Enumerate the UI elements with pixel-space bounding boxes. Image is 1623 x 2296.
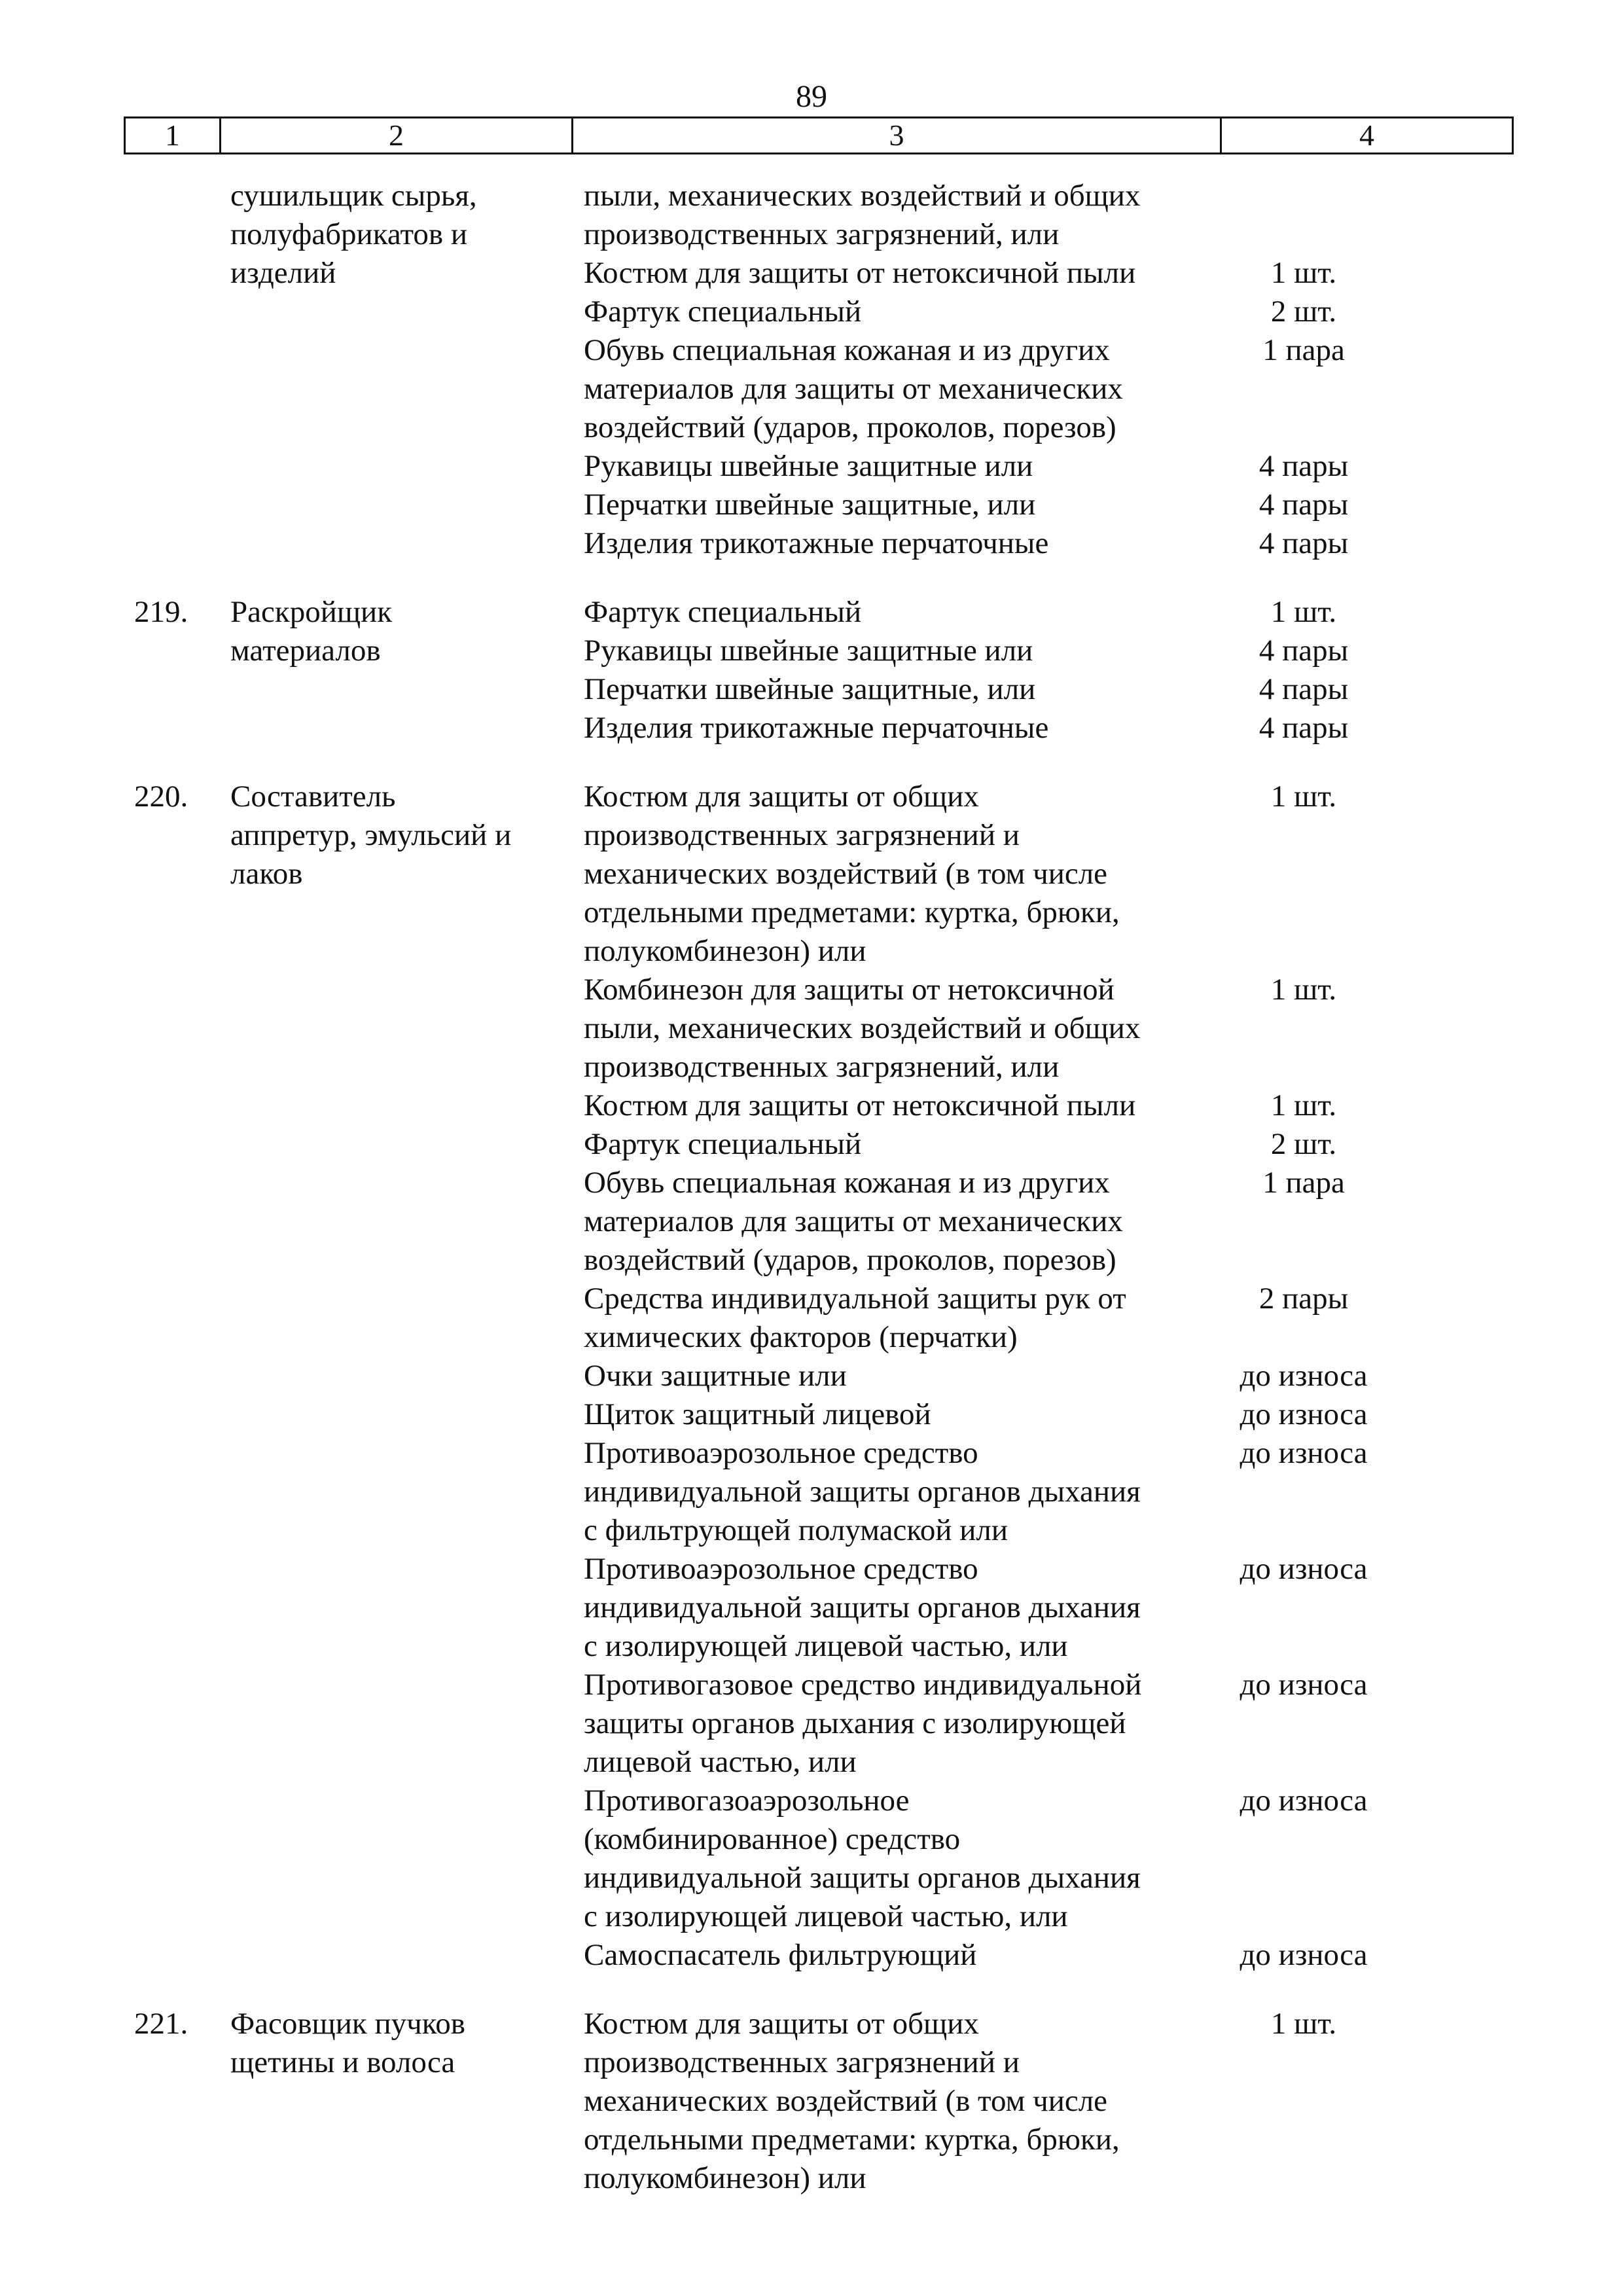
ppe-item-text: Противоаэрозольное средство [584, 1552, 978, 1586]
ppe-item-quantity: до износа [1240, 1397, 1368, 1431]
profession-name [230, 2005, 571, 2082]
ppe-item-text: производственных загрязнений, или [584, 1050, 1060, 1084]
entry-gap [0, 563, 1623, 593]
ppe-item-text: Изделия трикотажные перчаточные [584, 711, 1049, 745]
ppe-item-text: индивидуальной защиты органов дыхания [584, 1590, 1141, 1624]
ppe-item [584, 1395, 1500, 1434]
ppe-item [584, 1666, 1500, 1782]
ppe-item-quantity: 4 пары [1258, 449, 1349, 483]
ppe-item-text: Очки защитные или [584, 1359, 847, 1393]
ppe-items [584, 177, 1500, 563]
ppe-item-text: Противоаэрозольное средство [584, 1436, 978, 1470]
ppe-item-text: химических факторов (перчатки) [584, 1320, 1018, 1354]
ppe-item [584, 1434, 1500, 1550]
ppe-item-text: пыли, механических воздействий и общих [584, 1011, 1141, 1045]
ppe-item-text: Костюм для защиты от нетоксичной пыли [584, 1088, 1136, 1122]
ppe-item [584, 447, 1500, 486]
ppe-item-quantity: до износа [1240, 1436, 1368, 1470]
ppe-item-text: отдельными предметами: куртка, брюки, [584, 895, 1120, 929]
ppe-item-quantity: до износа [1240, 1552, 1368, 1586]
profession-line: Фасовщик пучков [230, 2007, 465, 2041]
ppe-item-quantity: 1 пара [1262, 1166, 1345, 1200]
table-entry [0, 593, 1623, 747]
profession-line: лаков [230, 857, 303, 891]
ppe-items [584, 593, 1500, 747]
ppe-item-text: механических воздействий (в том числе [584, 2084, 1108, 2118]
column-header-3: 3 [573, 118, 1222, 152]
ppe-item-text: Перчатки швейные защитные, или [584, 488, 1036, 522]
ppe-item [584, 2005, 1500, 2198]
ppe-item-text: индивидуальной защиты органов дыхания [584, 1475, 1141, 1509]
table-entry [0, 2005, 1623, 2198]
ppe-item-text: материалов для защиты от механических [584, 372, 1123, 406]
ppe-item [584, 254, 1500, 293]
ppe-item-quantity: 1 шт. [1270, 595, 1337, 629]
ppe-item [584, 1280, 1500, 1357]
ppe-item-text: воздействий (ударов, проколов, порезов) [584, 1243, 1116, 1277]
ppe-item-text: производственных загрязнений, или [584, 217, 1060, 251]
ppe-item-quantity: 4 пары [1258, 488, 1349, 522]
ppe-item-quantity: 4 пары [1258, 672, 1349, 706]
ppe-item-text: Фартук специальный [584, 1127, 862, 1161]
ppe-item [584, 1550, 1500, 1666]
ppe-item [584, 632, 1500, 670]
ppe-item-text: Изделия трикотажные перчаточные [584, 526, 1049, 560]
ppe-item-quantity: 2 шт. [1270, 295, 1337, 329]
ppe-item [584, 593, 1500, 632]
ppe-item-text: Щиток защитный лицевой [584, 1397, 931, 1431]
ppe-item-text: Перчатки швейные защитные, или [584, 672, 1036, 706]
ppe-item-text: Обувь специальная кожаная и из других [584, 333, 1110, 367]
ppe-item-quantity: 1 шт. [1270, 780, 1337, 814]
ppe-item-text: Костюм для защиты от нетоксичной пыли [584, 256, 1136, 290]
ppe-item-quantity: до износа [1240, 1938, 1368, 1972]
ppe-item-quantity: до износа [1240, 1359, 1368, 1393]
profession-line: изделий [230, 256, 336, 290]
ppe-item-quantity: до износа [1240, 1668, 1368, 1702]
ppe-item-text: пыли, механических воздействий и общих [584, 179, 1141, 213]
ppe-item [584, 331, 1500, 447]
ppe-item-quantity: 1 пара [1262, 333, 1345, 367]
ppe-item-text: Костюм для защиты от общих [584, 2007, 979, 2041]
ppe-item-quantity: 1 шт. [1270, 973, 1337, 1007]
ppe-item-text: с фильтрующей полумаской или [584, 1513, 1008, 1547]
ppe-item-text: механических воздействий (в том числе [584, 857, 1108, 891]
ppe-item-text: полукомбинезон) или [584, 934, 866, 968]
entry-gap [0, 747, 1623, 778]
ppe-item [584, 1936, 1500, 1975]
ppe-item-quantity: 2 шт. [1270, 1127, 1337, 1161]
ppe-item [584, 486, 1500, 524]
ppe-item-text: воздействий (ударов, проколов, порезов) [584, 410, 1116, 444]
ppe-item-text: производственных загрязнений и [584, 818, 1020, 852]
ppe-item-quantity: 4 пары [1258, 634, 1349, 668]
ppe-item [584, 971, 1500, 1086]
ppe-item-text: лицевой частью, или [584, 1745, 857, 1779]
ppe-item-text: Комбинезон для защиты от нетоксичной [584, 973, 1115, 1007]
profession-line: сушильщик сырья, [230, 179, 477, 213]
ppe-item-text: Противогазовое средство индивидуальной [584, 1668, 1142, 1702]
profession-line: аппретур, эмульсий и [230, 818, 512, 852]
column-header-1: 1 [126, 118, 221, 152]
profession-line: материалов [230, 634, 381, 668]
ppe-item [584, 1125, 1500, 1164]
ppe-item-quantity: 2 пары [1258, 1282, 1349, 1316]
ppe-item [584, 778, 1500, 971]
ppe-item-quantity: 4 пары [1258, 526, 1349, 560]
ppe-item [584, 1164, 1500, 1280]
ppe-item-text: Обувь специальная кожаная и из других [584, 1166, 1110, 1200]
profession-name [230, 593, 571, 670]
entry-number: 221. [134, 2007, 188, 2041]
column-header-2: 2 [221, 118, 573, 152]
profession-name [230, 778, 571, 893]
ppe-item [584, 670, 1500, 709]
ppe-item [584, 1086, 1500, 1125]
ppe-item [584, 1357, 1500, 1395]
profession-line: щетины и волоса [230, 2045, 455, 2079]
profession-line: Раскройщик [230, 595, 393, 629]
ppe-item-text: полукомбинезон) или [584, 2161, 866, 2195]
ppe-item-quantity: 1 шт. [1270, 1088, 1337, 1122]
ppe-item-text: отдельными предметами: куртка, брюки, [584, 2123, 1120, 2157]
ppe-item-text: с изолирующей лицевой частью, или [584, 1899, 1068, 1933]
ppe-item-text: индивидуальной защиты органов дыхания [584, 1861, 1141, 1895]
ppe-item-text: Средства индивидуальной защиты рук от [584, 1282, 1126, 1316]
ppe-item-text: Рукавицы швейные защитные или [584, 449, 1033, 483]
ppe-items [584, 2005, 1500, 2198]
entry-gap [0, 1975, 1623, 2005]
ppe-item-quantity: до износа [1240, 1784, 1368, 1818]
ppe-item [584, 709, 1500, 747]
ppe-item-quantity: 1 шт. [1270, 2007, 1337, 2041]
column-header-row [124, 117, 1514, 154]
ppe-item [584, 293, 1500, 331]
ppe-table-body [0, 177, 1623, 2198]
column-header-4: 4 [1359, 118, 1374, 152]
entry-number: 220. [134, 780, 188, 814]
ppe-item [584, 177, 1500, 254]
entry-number: 219. [134, 595, 188, 629]
profession-line: Составитель [230, 780, 396, 814]
ppe-item-text: производственных загрязнений и [584, 2045, 1020, 2079]
ppe-item-text: Противогазоаэрозольное [584, 1784, 910, 1818]
ppe-item-text: Костюм для защиты от общих [584, 780, 979, 814]
profession-name [230, 177, 571, 293]
table-entry [0, 177, 1623, 563]
table-entry [0, 778, 1623, 1975]
page-number: 89 [796, 79, 827, 114]
ppe-items [584, 778, 1500, 1975]
ppe-item-text: Рукавицы швейные защитные или [584, 634, 1033, 668]
profession-line: полуфабрикатов и [230, 217, 467, 251]
ppe-item-text: Фартук специальный [584, 595, 862, 629]
ppe-item-text: Фартук специальный [584, 295, 862, 329]
ppe-item-text: с изолирующей лицевой частью, или [584, 1629, 1068, 1663]
ppe-item [584, 524, 1500, 563]
ppe-item-text: Самоспасатель фильтрующий [584, 1938, 977, 1972]
ppe-item-quantity: 1 шт. [1270, 256, 1337, 290]
ppe-item-text: материалов для защиты от механических [584, 1204, 1123, 1238]
ppe-item-text: (комбинированное) средство [584, 1822, 961, 1856]
ppe-item-text: защиты органов дыхания с изолирующей [584, 1706, 1126, 1740]
ppe-item [584, 1782, 1500, 1936]
ppe-item-quantity: 4 пары [1258, 711, 1349, 745]
